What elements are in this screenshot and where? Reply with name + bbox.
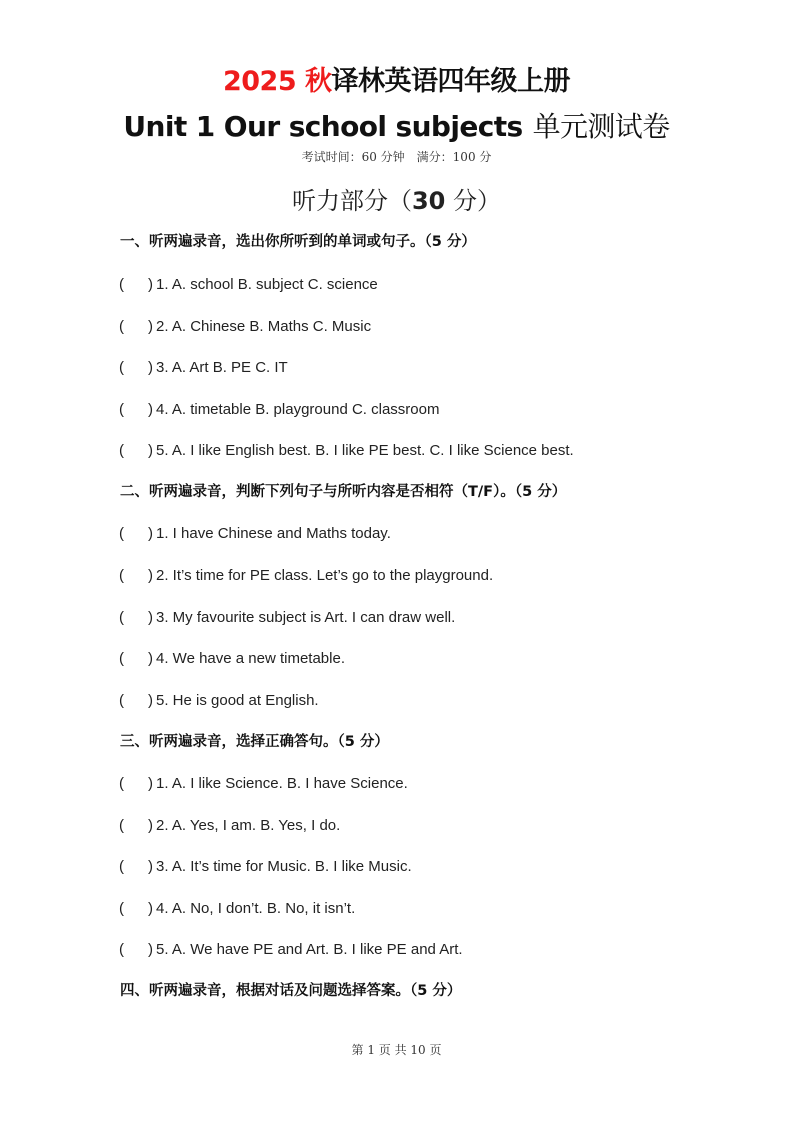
answer-blank-close: ) [148, 318, 153, 335]
answer-blank-open[interactable]: ( [119, 900, 124, 917]
listening-score: 30 [411, 187, 446, 215]
answer-blank-open[interactable]: ( [119, 941, 124, 958]
answer-blank-open[interactable]: ( [119, 442, 124, 459]
answer-blank-open[interactable]: ( [119, 609, 124, 626]
answer-blank-close: ) [148, 858, 153, 875]
answer-blank-close: ) [148, 525, 153, 542]
section-4-heading: 四、听两遍录音，根据对话及问题选择答案。（5 分） [120, 983, 462, 999]
question-text: 5. He is good at English. [156, 692, 319, 709]
answer-blank-open[interactable]: ( [119, 692, 124, 709]
section-2-heading: 二、听两遍录音，判断下列句子与所听内容是否相符（T/F）。（5 分） [120, 484, 567, 500]
section-1-heading: 一、听两遍录音，选出你所听到的单词或句子。（5 分） [120, 234, 476, 250]
answer-blank-close: ) [148, 941, 153, 958]
question-text: 3. A. It’s time for Music. B. I like Music. [156, 858, 412, 875]
answer-blank-close: ) [148, 359, 153, 376]
answer-blank-close: ) [148, 567, 153, 584]
test-label: 单元测试卷 [532, 110, 670, 143]
unit-title [0, 108, 793, 146]
question-text: 4. A. No, I don’t. B. No, it isn’t. [156, 900, 356, 917]
answer-blank-open[interactable]: ( [119, 318, 124, 335]
exam-time: 考试时间：60 分钟 [301, 150, 405, 164]
question-row [119, 816, 340, 836]
question-row [119, 400, 439, 420]
answer-blank-open[interactable]: ( [119, 567, 124, 584]
answer-blank-open[interactable]: ( [119, 650, 124, 667]
question-row [119, 566, 493, 586]
question-row [119, 275, 378, 295]
question-text: 1. I have Chinese and Maths today. [156, 525, 391, 542]
answer-blank-open[interactable]: ( [119, 775, 124, 792]
question-text: 3. My favourite subject is Art. I can draw well. [156, 609, 456, 626]
document-title [0, 64, 793, 100]
answer-blank-open[interactable]: ( [119, 359, 124, 376]
title-grade: 译林英语四年级上册 [331, 66, 571, 97]
question-row [119, 317, 371, 337]
answer-blank-close: ) [148, 692, 153, 709]
answer-blank-open[interactable]: ( [119, 401, 124, 418]
answer-blank-open[interactable]: ( [119, 858, 124, 875]
exam-info [0, 149, 793, 165]
answer-blank-close: ) [148, 609, 153, 626]
question-row [119, 940, 463, 960]
question-row [119, 691, 319, 711]
question-text: 3. A. Art B. PE C. IT [156, 359, 288, 376]
question-text: 2. It’s time for PE class. Let’s go to the playground. [156, 567, 494, 584]
listening-part-title [0, 184, 793, 218]
answer-blank-open[interactable]: ( [119, 276, 124, 293]
question-text: 2. A. Chinese B. Maths C. Music [156, 318, 372, 335]
question-row [119, 649, 345, 669]
question-text: 5. A. We have PE and Art. B. I like PE and Art. [156, 941, 463, 958]
question-text: 1. A. school B. subject C. science [156, 276, 378, 293]
question-row [119, 857, 412, 877]
question-row [119, 899, 355, 919]
answer-blank-open[interactable]: ( [119, 525, 124, 542]
question-text: 1. A. I like Science. B. I have Science. [156, 775, 408, 792]
question-text: 4. We have a new timetable. [156, 650, 345, 667]
page-footer: 第 1 页 共 10 页 [351, 1043, 442, 1057]
question-text: 5. A. I like English best. B. I like PE best. C. I like Science best. [156, 442, 574, 459]
listening-title-suffix: 分） [445, 187, 502, 215]
answer-blank-close: ) [148, 276, 153, 293]
answer-blank-close: ) [148, 401, 153, 418]
answer-blank-close: ) [148, 775, 153, 792]
section-3-heading: 三、听两遍录音，选择正确答句。（5 分） [120, 734, 389, 750]
answer-blank-close: ) [148, 900, 153, 917]
listening-title-prefix: 听力部分（ [291, 187, 412, 215]
answer-blank-close: ) [148, 817, 153, 834]
full-score: 满分：100 分 [416, 150, 492, 164]
answer-blank-close: ) [148, 650, 153, 667]
question-row [119, 524, 391, 544]
question-row [119, 441, 574, 461]
question-row [119, 608, 455, 628]
question-text: 2. A. Yes, I am. B. Yes, I do. [156, 817, 341, 834]
unit-name: Unit 1 Our school subjects [123, 110, 523, 143]
question-row [119, 358, 288, 378]
question-text: 4. A. timetable B. playground C. classroom [156, 401, 440, 418]
answer-blank-close: ) [148, 442, 153, 459]
title-year: 2025 秋 [222, 66, 332, 97]
answer-blank-open[interactable]: ( [119, 817, 124, 834]
question-row [119, 774, 408, 794]
